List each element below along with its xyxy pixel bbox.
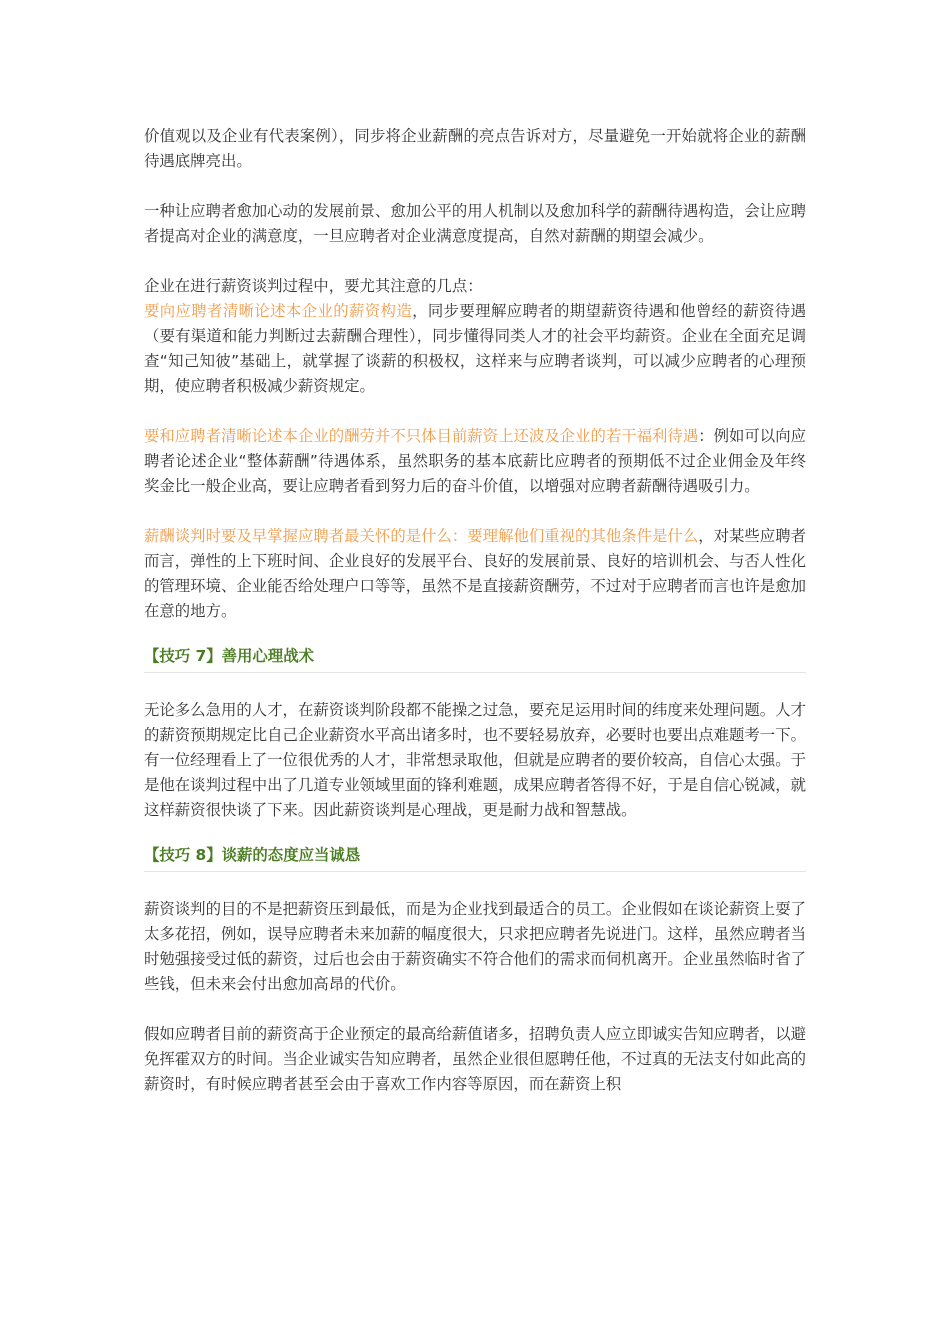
paragraph-3-intro: 企业在进行薪资谈判过程中，要尤其注意的几点： [144, 277, 483, 295]
paragraph-6: 无论多么急用的人才，在薪资谈判阶段都不能操之过急，要充足运用时间的纬度来处理问题。人才的薪资预期规定比自己企业薪资水平高出诸多时，也不要轻易放弃，必要时也要出点难题考一下。有一位经理看上了一位很优秀的人才，非常想录取他，但就是应聘者的要价较高，自信心太强。于是他在谈判过程中出了几道专业领域里面的锋利难题，成果应聘者答得不好，于是自信心锐减，就这样薪资很快谈了下来。因此薪资谈判是心理战，更是耐力战和智慧战。 [144, 701, 806, 819]
highlight-text: 要和应聘者清晰论述本企业的酬劳并不只体目前薪资上还波及企业的若干福利待遇 [144, 427, 699, 445]
paragraph-8: 假如应聘者目前的薪资高于企业预定的最高给薪值诸多，招聘负责人应立即诚实告知应聘者，以避免挥霍双方的时间。当企业诚实告知应聘者，虽然企业很但愿聘任他，不过真的无法支付如此高的薪资时，有时候应聘者甚至会由于喜欢工作内容等原因，而在薪资上积 [144, 1025, 806, 1093]
document-body [144, 124, 806, 1097]
paragraph-4-text: ：例如可以向应聘者论述企业“整体薪酬”待遇体系，虽然职务的基本底薪比应聘者的预期低不过企业佣金及年终奖金比一般企业高，要让应聘者看到努力后的奋斗价值，以增强对应聘者薪酬待遇吸引力。 [144, 427, 806, 495]
paragraph-5-text: ，对某些应聘者而言，弹性的上下班时间、企业良好的发展平台、良好的发展前景、良好的培训机会、与否人性化的管理环境、企业能否给处理户口等等，虽然不是直接薪资酬劳，不过对于应聘者而言也许是愈加在意的地方。 [144, 527, 806, 620]
section-heading-tip-7: 【技巧 7】善用心理战术 [144, 644, 806, 673]
paragraph-3-text: ，同步要理解应聘者的期望薪资待遇和他曾经的薪资待遇（要有渠道和能力判断过去薪酬合理性），同步懂得同类人才的社会平均薪资。企业在全面充足调查“知己知彼”基础上，就掌握了谈薪的积极权，这样来与应聘者谈判，可以减少应聘者的心理预期，使应聘者积极减少薪资规定。 [144, 302, 806, 395]
highlight-text: 要向应聘者清晰论述本企业的薪资构造 [144, 302, 413, 320]
section-heading-tip-8: 【技巧 8】谈薪的态度应当诚恳 [144, 843, 806, 872]
paragraph-7: 薪资谈判的目的不是把薪资压到最低，而是为企业找到最适合的员工。企业假如在谈论薪资上耍了太多花招，例如，误导应聘者未来加薪的幅度很大，只求把应聘者先说进门。这样，虽然应聘者当时勉强接受过低的薪资，过后也会由于薪资确实不符合他们的需求而伺机离开。企业虽然临时省了些钱，但未来会付出愈加高昂的代价。 [144, 900, 806, 993]
paragraph-1: 价值观以及企业有代表案例），同步将企业薪酬的亮点告诉对方，尽量避免一开始就将企业的薪酬待遇底牌亮出。 [144, 127, 806, 170]
paragraph-3-block [144, 274, 806, 399]
paragraph-4 [144, 424, 806, 499]
paragraph-5 [144, 524, 806, 624]
paragraph-3 [144, 299, 806, 399]
highlight-text: 薪酬谈判时要及早掌握应聘者最关怀的是什么：要理解他们重视的其他条件是什么 [144, 527, 699, 545]
paragraph-2: 一种让应聘者愈加心动的发展前景、愈加公平的用人机制以及愈加科学的薪酬待遇构造，会让应聘者提高对企业的满意度，一旦应聘者对企业满意度提高，自然对薪酬的期望会减少。 [144, 202, 806, 245]
